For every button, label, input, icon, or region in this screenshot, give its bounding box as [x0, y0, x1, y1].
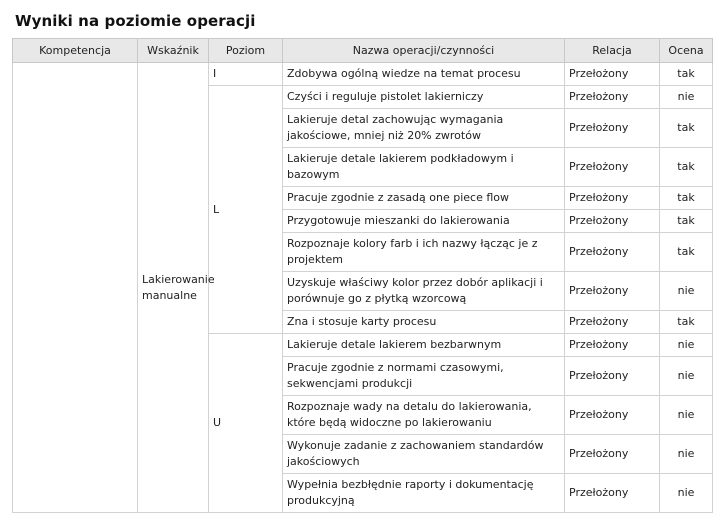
table-row: [13, 63, 713, 86]
operation-cell: Zdobywa ogólną wiedze na temat procesu: [283, 63, 565, 86]
rating-cell: nie: [660, 272, 713, 311]
relation-cell: Przełożony: [565, 210, 660, 233]
rating-cell: nie: [660, 86, 713, 109]
level-cell: I: [209, 63, 283, 86]
operations-results-table: [12, 38, 713, 513]
relation-cell: Przełożony: [565, 233, 660, 272]
table-header-row: [13, 39, 713, 63]
rating-cell: tak: [660, 187, 713, 210]
relation-cell: Przełożony: [565, 86, 660, 109]
rating-cell: tak: [660, 109, 713, 148]
header-operation[interactable]: Nazwa operacji/czynności: [283, 39, 565, 63]
relation-cell: Przełożony: [565, 187, 660, 210]
operation-cell: Uzyskuje właściwy kolor przez dobór aplikacji i porównuje go z płytką wzorcową: [283, 272, 565, 311]
header-level[interactable]: Poziom: [209, 39, 283, 63]
rating-cell: nie: [660, 357, 713, 396]
relation-cell: Przełożony: [565, 311, 660, 334]
operation-cell: Lakieruje detal zachowując wymagania jakościowe, mniej niż 20% zwrotów: [283, 109, 565, 148]
operation-cell: Lakieruje detale lakierem podkładowym i bazowym: [283, 148, 565, 187]
operation-cell: Zna i stosuje karty procesu: [283, 311, 565, 334]
operation-cell: Lakieruje detale lakierem bezbarwnym: [283, 334, 565, 357]
rating-cell: tak: [660, 233, 713, 272]
rating-cell: tak: [660, 63, 713, 86]
relation-cell: Przełożony: [565, 357, 660, 396]
operation-cell: Czyści i reguluje pistolet lakierniczy: [283, 86, 565, 109]
rating-cell: nie: [660, 396, 713, 435]
indicator-cell: Lakierowanie manualne: [138, 63, 209, 513]
header-competence[interactable]: Kompetencja: [13, 39, 138, 63]
page-title: Wyniki na poziomie operacji: [15, 12, 256, 30]
header-rating[interactable]: Ocena: [660, 39, 713, 63]
relation-cell: Przełożony: [565, 148, 660, 187]
table-body: [13, 63, 713, 513]
relation-cell: Przełożony: [565, 474, 660, 513]
competence-cell: [13, 63, 138, 513]
rating-cell: nie: [660, 435, 713, 474]
level-cell: U: [209, 334, 283, 513]
relation-cell: Przełożony: [565, 63, 660, 86]
operation-cell: Pracuje zgodnie z zasadą one piece flow: [283, 187, 565, 210]
operation-cell: Pracuje zgodnie z normami czasowymi, sekwencjami produkcji: [283, 357, 565, 396]
rating-cell: tak: [660, 311, 713, 334]
rating-cell: tak: [660, 210, 713, 233]
rating-cell: tak: [660, 148, 713, 187]
operation-cell: Wypełnia bezbłędnie raporty i dokumentację produkcyjną: [283, 474, 565, 513]
operation-cell: Rozpoznaje kolory farb i ich nazwy łącząc je z projektem: [283, 233, 565, 272]
relation-cell: Przełożony: [565, 272, 660, 311]
rating-cell: nie: [660, 474, 713, 513]
relation-cell: Przełożony: [565, 334, 660, 357]
operation-cell: Wykonuje zadanie z zachowaniem standardów jakościowych: [283, 435, 565, 474]
relation-cell: Przełożony: [565, 435, 660, 474]
operation-cell: Rozpoznaje wady na detalu do lakierowania, które będą widoczne po lakierowaniu: [283, 396, 565, 435]
rating-cell: nie: [660, 334, 713, 357]
header-indicator[interactable]: Wskaźnik: [138, 39, 209, 63]
header-relation[interactable]: Relacja: [565, 39, 660, 63]
level-cell: L: [209, 86, 283, 334]
operation-cell: Przygotowuje mieszanki do lakierowania: [283, 210, 565, 233]
relation-cell: Przełożony: [565, 109, 660, 148]
relation-cell: Przełożony: [565, 396, 660, 435]
